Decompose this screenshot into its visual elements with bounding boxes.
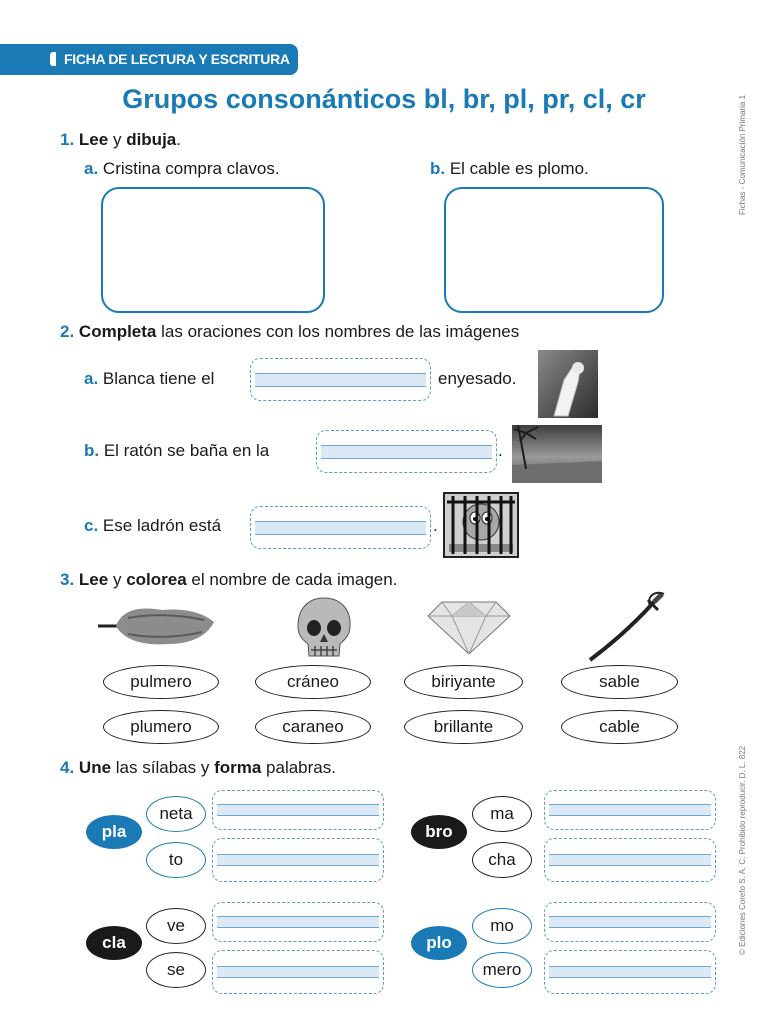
answer-field-bro-ma[interactable]: [544, 790, 716, 830]
syllable-mo[interactable]: mo: [472, 908, 532, 944]
q1b-sentence: b. El cable es plomo.: [430, 159, 589, 178]
arm-cast-image: [538, 350, 598, 418]
skull-image: [295, 596, 353, 662]
syllable-neta[interactable]: neta: [146, 796, 206, 832]
q2b-sentence: b. El ratón se baña en la: [84, 441, 270, 460]
q2-instruction: 2. Completa las oraciones con los nombres de las imágenes: [60, 322, 520, 341]
answer-field-cla-se[interactable]: [212, 950, 384, 994]
answer-field-plo-mero[interactable]: [544, 950, 716, 994]
side-caption-bottom: © Ediciones Corefo S. A. C. Prohibido reproducir. D. L. 822: [738, 745, 747, 955]
word-choice-plumero[interactable]: plumero: [103, 710, 219, 744]
word-choice-cable[interactable]: cable: [561, 710, 678, 744]
answer-field-cla-ve[interactable]: [212, 902, 384, 942]
side-caption-top: Fichas - Comunicación Primaria 1: [738, 94, 747, 215]
q4-instruction: 4. Une las sílabas y forma palabras.: [60, 758, 336, 777]
q3-instruction: 3. Lee y colorea el nombre de cada imagen.: [60, 570, 398, 589]
page-title: Grupos consonánticos bl, br, pl, pr, cl, cr: [122, 84, 646, 114]
thief-in-jail-image: [443, 492, 519, 558]
syllable-root-bro: bro: [411, 815, 467, 849]
q2c-sentence: c. Ese ladrón está: [84, 516, 222, 535]
q1-instruction: 1. Lee y dibuja.: [60, 130, 181, 149]
syllable-root-cla: cla: [86, 926, 142, 960]
diamond-image: [426, 598, 512, 656]
q1a-drawing-box[interactable]: [101, 187, 325, 313]
feather-duster-image: [98, 604, 216, 648]
syllable-to[interactable]: to: [146, 842, 206, 878]
q1a-sentence: a. Cristina compra clavos.: [84, 159, 280, 178]
word-choice-biriyante[interactable]: biriyante: [404, 665, 523, 699]
syllable-se[interactable]: se: [146, 952, 206, 988]
syllable-root-pla: pla: [86, 815, 142, 849]
saber-image: [584, 590, 670, 664]
q2a-ending: enyesado.: [438, 369, 517, 388]
word-choice-brillante[interactable]: brillante: [404, 710, 523, 744]
word-choice-craneo[interactable]: cráneo: [255, 665, 371, 699]
word-choice-sable[interactable]: sable: [561, 665, 678, 699]
answer-field-bro-cha[interactable]: [544, 838, 716, 882]
answer-field-plo-mo[interactable]: [544, 902, 716, 942]
answer-field-pla-to[interactable]: [212, 838, 384, 882]
answer-field-pla-neta[interactable]: [212, 790, 384, 830]
beach-image: [512, 425, 602, 483]
q2c-ending: .: [433, 516, 438, 535]
word-choice-pulmero[interactable]: pulmero: [103, 665, 219, 699]
syllable-ve[interactable]: ve: [146, 908, 206, 944]
q2b-ending: .: [498, 441, 503, 460]
tag-label: FICHA DE LECTURA Y ESCRITURA: [64, 51, 290, 67]
q2a-answer-field[interactable]: [250, 358, 431, 401]
q1b-drawing-box[interactable]: [444, 187, 664, 313]
q2a-sentence: a. Blanca tiene el: [84, 369, 215, 388]
q2c-answer-field[interactable]: [250, 506, 431, 549]
tag-marker-icon: [50, 52, 56, 66]
worksheet-type-tag: [0, 44, 298, 75]
q2b-answer-field[interactable]: [316, 430, 497, 473]
syllable-cha[interactable]: cha: [472, 842, 532, 878]
syllable-root-plo: plo: [411, 926, 467, 960]
syllable-mero[interactable]: mero: [472, 952, 532, 988]
word-choice-caraneo[interactable]: caraneo: [255, 710, 371, 744]
syllable-ma[interactable]: ma: [472, 796, 532, 832]
